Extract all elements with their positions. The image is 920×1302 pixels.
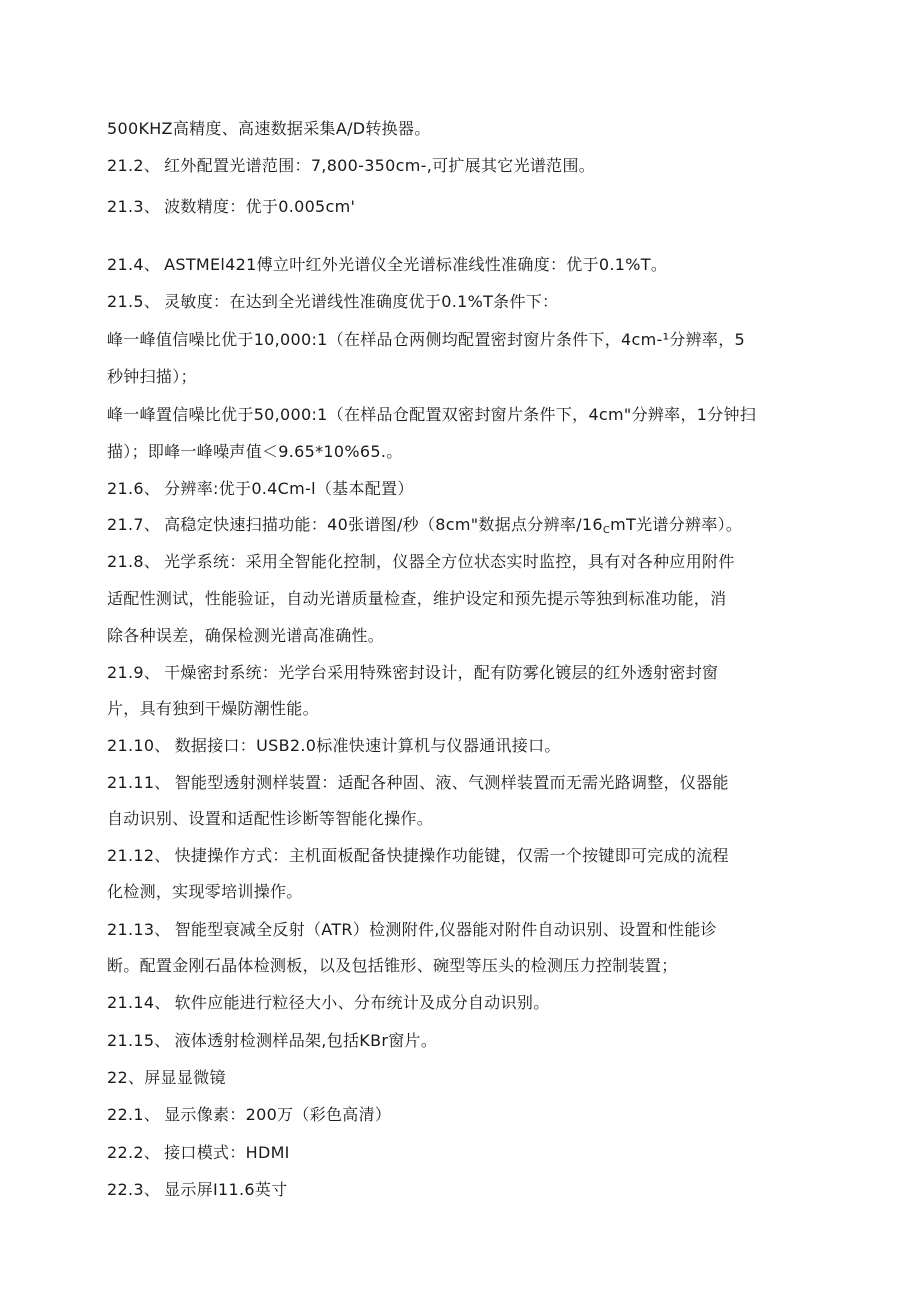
spec-item-21-8 [107,552,817,572]
item-number: 21.14、 [107,993,171,1012]
line-text: 断。配置金刚石晶体检测板，以及包括锥形、碗型等压头的检测压力控制装置； [107,956,678,975]
spec-item-22-1 [107,1105,817,1125]
spec-item-21-2 [107,156,817,176]
item-text: 软件应能进行粒径大小、分布统计及成分自动识别。 [174,993,550,1012]
subscript-text: C [602,525,611,536]
item-number: 21.11、 [107,773,171,792]
spec-item-21-12 [107,846,817,866]
item-text: 光学系统：采用全智能化控制，仪器全方位状态实时监控，具有对各种应用附件 [164,552,735,571]
item-text: 接口模式：HDMI [164,1143,290,1162]
spec-item-21-6 [107,479,817,499]
text-line [107,405,817,425]
item-number: 22.2、 [107,1143,161,1162]
spec-item-22-2 [107,1143,817,1163]
spec-item-22-3 [107,1180,817,1200]
line-text: 片，具有独到干燥防潮性能。 [107,699,319,718]
line-text: 峰一峰置信噪比优于50,000:1（在样品仓配置双密封窗片条件下，4cm"分辨率，1分钟扫 [107,405,757,424]
item-number: 22.3、 [107,1180,161,1199]
item-text: 波数精度：优于0.005cm' [164,197,356,216]
spec-item-21-11 [107,773,817,793]
item-text: 快捷操作方式：主机面板配备快捷操作功能键，仅需一个按键即可完成的流程 [174,846,729,865]
item-number: 21.9、 [107,663,161,682]
item-number: 21.15、 [107,1031,171,1050]
item-number: 21.2、 [107,156,161,175]
line-text: 描）；即峰一峰噪声值＜9.65*10%65.。 [107,442,403,461]
item-text: 显示屏I11.6英寸 [164,1180,288,1199]
item-text: 显示像素：200万（彩色高清） [164,1105,392,1124]
text-line [107,626,817,646]
text-line [107,956,817,976]
item-number: 21.5、 [107,292,161,311]
spec-item-21-9 [107,663,817,683]
item-number: 21.7、 [107,515,161,534]
text-line [107,589,817,609]
item-text: ASTMEl421傅立叶红外光谱仪全光谱标准线性准确度：优于0.1%T。 [164,255,668,274]
item-number: 21.4、 [107,255,161,274]
item-text: 分辨率:优于0.4Cm-l（基本配置） [164,479,414,498]
item-text: 智能型透射测样装置：适配各种固、液、气测样装置而无需光路调整，仪器能 [174,773,729,792]
line-text: 化检测，实现零培训操作。 [107,882,303,901]
spec-item-21-14 [107,993,817,1013]
item-number: 22.1、 [107,1105,161,1124]
spec-item-21-15 [107,1031,817,1051]
line-text: 自动识别、设置和适配性诊断等智能化操作。 [107,809,434,828]
text-line [107,442,817,462]
text-line [107,699,817,719]
item-text: 数据接口：USB2.0标准快速计算机与仪器通讯接口。 [174,736,561,755]
text-line [107,119,817,139]
item-number: 21.6、 [107,479,161,498]
item-text: 灵敏度：在达到全光谱线性准确度优于0.1%T条件下： [164,292,559,311]
item-number: 21.12、 [107,846,171,865]
section-heading [107,1068,817,1088]
heading-text: 22、屏显显微镜 [107,1068,226,1087]
text-line [107,367,817,387]
spec-item-21-13 [107,920,817,940]
spec-item-21-7 [107,515,817,538]
item-number: 21.8、 [107,552,161,571]
text-line [107,809,817,829]
item-number: 21.10、 [107,736,171,755]
spec-item-21-10 [107,736,817,756]
line-text: 适配性测试，性能验证，自动光谱质量检查，维护设定和预先提示等独到标准功能，消 [107,589,727,608]
line-text: 峰一峰值信噪比优于10,000:1（在样品仓两侧均配置密封窗片条件下，4cm-¹分辨率，5 [107,330,745,349]
item-number: 21.3、 [107,197,161,216]
line-text: 除各种误差，确保检测光谱高准确性。 [107,626,385,645]
spec-item-21-4 [107,255,817,275]
item-text: 液体透射检测样品架,包括KBr窗片。 [174,1031,438,1050]
item-text: 智能型衰减全反射（ATR）检测附件,仪器能对附件自动识别、设置和性能诊 [174,920,717,939]
item-number: 21.13、 [107,920,171,939]
item-text: 高稳定快速扫描功能：40张谱图/秒（8cm"数据点分辨率/16 [164,515,603,534]
item-text: mT光谱分辨率）。 [610,515,743,534]
line-text: 500KHZ高精度、高速数据采集A/D转换器。 [107,119,431,138]
item-text: 红外配置光谱范围：7,800-350cm-,可扩展其它光谱范围。 [164,156,596,175]
line-text: 秒钟扫描）； [107,367,197,386]
spec-item-21-5 [107,292,817,312]
spec-item-21-3 [107,197,817,217]
text-line [107,882,817,902]
item-text: 干燥密封系统：光学台采用特殊密封设计，配有防雾化镀层的红外透射密封窗 [164,663,719,682]
text-line [107,330,817,350]
